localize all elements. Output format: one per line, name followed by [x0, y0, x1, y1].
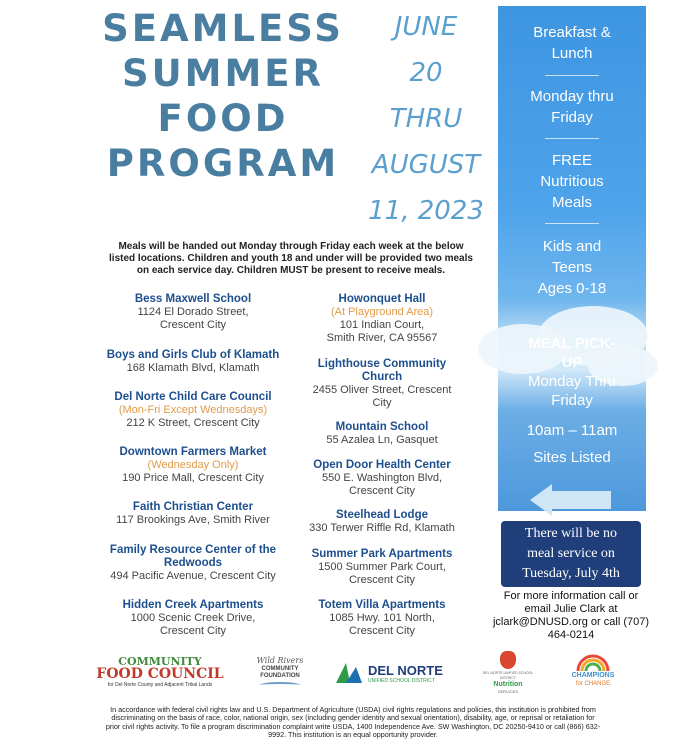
del-norte-leaf-icon [334, 661, 364, 685]
pickup-title: UP [561, 354, 583, 371]
champions-for-change-logo [560, 652, 626, 688]
disclaimer-line: prior civil rights activity. To file a program discrimination complaint write USDA, 1400 Independence Ave. SW Washington, DC 20250-9410 or call (866) 632- [105, 721, 601, 731]
side-text: FREE [551, 152, 592, 169]
logo-text: DEL NORTE UNIFIED SCHOOL DISTRICT [482, 671, 534, 680]
title-line: SEAMLESS [102, 7, 344, 50]
notice-line: There will be no [524, 526, 618, 541]
date-line: 11, 2023 [368, 196, 484, 226]
location-address: 494 Pacific Avenue, Crescent City [110, 570, 276, 582]
contact-line: For more information call or [503, 590, 639, 602]
location-item [88, 599, 298, 638]
logo-text: Wild Rivers [256, 656, 304, 665]
side-text: Meals [551, 194, 592, 211]
pickup-days: Friday [551, 392, 593, 409]
side-text: Nutritious [540, 173, 604, 190]
location-item [294, 509, 470, 535]
location-address: 190 Price Mall, Crescent City [122, 472, 264, 484]
date-line: THRU [389, 104, 463, 134]
no-service-notice [501, 521, 641, 587]
location-name: Downtown Farmers Market [119, 446, 267, 458]
location-name: Totem Villa Apartments [318, 599, 446, 611]
divider [545, 138, 599, 139]
usda-disclaimer [64, 706, 642, 740]
disclaimer-line: 9992. This institution is an equal opportunity provider. [268, 730, 438, 740]
side-text: Lunch [551, 45, 593, 62]
location-name: Del Norte Child Care Council [114, 391, 272, 403]
location-name: Redwoods [163, 557, 223, 569]
location-name: Open Door Health Center [313, 459, 451, 471]
logo-text: SERVICES [497, 689, 519, 694]
pickup-title: MEAL PICK- [528, 335, 616, 352]
left-arrow-icon [530, 484, 552, 516]
side-text: Teens [551, 259, 593, 276]
wild-rivers-foundation-logo [254, 656, 306, 688]
location-item [88, 446, 298, 485]
location-address: 1500 Summer Park Court, [318, 561, 446, 573]
location-address: 101 Indian Court, [339, 319, 425, 331]
side-text: Ages 0-18 [537, 280, 607, 297]
logo-text: for CHANGE [575, 681, 611, 687]
intro-line: listed locations. Children and youth 18 and under will be provided two meals [109, 253, 473, 264]
location-name: Mountain School [335, 421, 429, 433]
service-ages [498, 236, 646, 299]
logo-text: FOUNDATION [260, 673, 300, 679]
location-name: Hidden Creek Apartments [122, 599, 264, 611]
location-item [294, 459, 470, 498]
location-name: Howonquet Hall [338, 293, 426, 305]
location-address: 330 Terwer Riffle Rd, Klamath [309, 522, 455, 534]
pickup-info [498, 334, 646, 410]
intro-text [86, 241, 496, 277]
logo-text: CHAMPIONS [571, 672, 615, 679]
logo-text: DEL NORTE [368, 663, 443, 678]
logo-text: Nutrition [493, 681, 523, 688]
location-name: Steelhead Lodge [335, 509, 429, 521]
location-address: Smith River, CA 95567 [326, 332, 438, 344]
divider [545, 75, 599, 76]
location-name: Faith Christian Center [132, 501, 254, 513]
notice-line: meal service on [527, 546, 615, 561]
location-address: 550 E. Washington Blvd, [321, 472, 443, 484]
location-item [88, 349, 298, 375]
disclaimer-line: In accordance with federal civil rights law and U.S. Department of Agriculture (USDA) civil rights regulations and policies, this institution is prohibited from [110, 705, 596, 714]
logo-text: UNIFIED SCHOOL DISTRICT [368, 678, 435, 684]
location-address: 1085 Hwy. 101 North, [329, 612, 435, 624]
nutrition-services-logo [478, 651, 538, 694]
location-address: 1124 El Dorado Street, [137, 306, 249, 318]
notice-line: Tuesday, July 4th [522, 566, 620, 581]
location-note: (Wednesday Only) [147, 459, 239, 471]
pickup-sites: Sites Listed [533, 449, 611, 466]
location-address: 1000 Scenic Creek Drive, [130, 612, 256, 624]
location-address: 212 K Street, Crescent City [126, 417, 260, 429]
location-address: 117 Brookings Ave, Smith River [116, 514, 270, 526]
contact-email[interactable]: jclark@DNUSD.org or call (707) [492, 616, 650, 628]
location-item [294, 421, 470, 447]
rainbow-icon [575, 652, 611, 672]
title-line: SUMMER [121, 52, 325, 95]
left-arrow-icon [551, 491, 611, 509]
location-address: Crescent City [159, 625, 227, 637]
location-note: (At Playground Area) [330, 306, 434, 318]
side-text: Friday [551, 109, 593, 126]
service-meals [498, 22, 646, 64]
location-item [88, 293, 298, 332]
wave-icon [260, 682, 300, 688]
service-free [498, 150, 646, 213]
location-item [88, 544, 298, 583]
pickup-time: 10am – 11am [526, 422, 618, 439]
side-text: Kids and [542, 238, 602, 255]
location-address: 2455 Oliver Street, Crescent [312, 384, 452, 396]
location-address: Crescent City [348, 574, 416, 586]
disclaimer-line: discriminating on the basis of race, color, national origin, sex (including gender identity and sexual orientation), disability, age, or reprisal or retaliation for [111, 713, 595, 723]
contact-info [486, 590, 656, 642]
logo-text: FOOD COUNCIL [96, 666, 224, 682]
logo-text: COMMUNITY [261, 666, 299, 672]
intro-line: on each service day. Children MUST be present to receive meals. [136, 265, 446, 276]
title-line: FOOD [157, 97, 289, 140]
side-text: Breakfast & [533, 24, 611, 41]
location-name: Church [361, 371, 403, 383]
divider [545, 223, 599, 224]
side-text: Monday thru [530, 88, 614, 105]
location-address: 168 Klamath Blvd, Klamath [126, 362, 260, 374]
program-dates [357, 4, 495, 234]
location-item [294, 548, 470, 587]
logo-text: COMMUNITY [118, 655, 202, 668]
program-title [88, 6, 358, 186]
location-item [294, 599, 470, 638]
logo-text: for Del Norte County and Adjacent Tribal Lands [107, 682, 213, 688]
location-name: Summer Park Apartments [311, 548, 453, 560]
location-name: Family Resource Center of the [109, 544, 277, 556]
title-line: PROGRAM [106, 142, 340, 185]
contact-phone: 464-0214 [547, 629, 595, 641]
pickup-days: Monday Thru [527, 373, 617, 390]
location-item [88, 391, 298, 430]
location-name: Bess Maxwell School [134, 293, 252, 305]
location-name: Lighthouse Community [317, 358, 447, 370]
date-line: 20 [409, 58, 443, 88]
apple-icon [500, 651, 516, 669]
service-days [498, 86, 646, 128]
location-address: City [372, 397, 392, 409]
location-address: Crescent City [348, 625, 416, 637]
intro-line: Meals will be handed out Monday through Friday each week at the below [118, 241, 464, 252]
contact-line: email Julie Clark at [524, 603, 618, 615]
location-address: 55 Azalea Ln, Gasquet [326, 434, 438, 446]
community-food-council-logo [90, 656, 230, 689]
location-name: Boys and Girls Club of Klamath [106, 349, 280, 361]
location-address: Crescent City [159, 319, 227, 331]
date-line: AUGUST [371, 150, 481, 180]
date-line: JUNE [394, 12, 458, 42]
location-item [88, 501, 298, 527]
location-item [294, 358, 470, 410]
location-item [294, 293, 470, 345]
location-address: Crescent City [348, 485, 416, 497]
location-note: (Mon-Fri Except Wednesdays) [118, 404, 268, 416]
